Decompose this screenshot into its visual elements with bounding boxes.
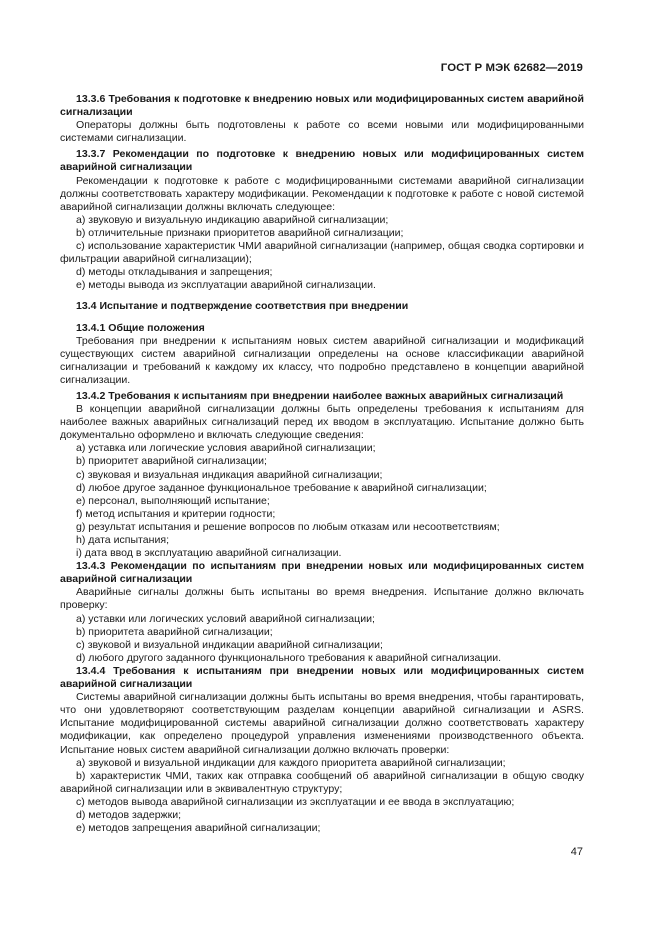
page-number: 47 — [570, 846, 583, 858]
list-item: c) использование характеристик ЧМИ аварийной сигнализации (например, общая сводка сортировки и фильтрации аварийной сигнализации); — [60, 240, 584, 266]
list-item: c) звуковой и визуальной индикации аварийной сигнализации; — [76, 638, 383, 651]
list-item: b) отличительные признаки приоритетов аварийной сигнализации; — [76, 226, 404, 239]
paragraph: Системы аварийной сигнализации должны быть испытаны во время внедрения, чтобы гарантировать, что они удовлетворяют соответствующим разделам концепции аварийной сигнализации и ASRS. Испытание модифицированной системы аварийной сигнализации должно соответствовать характеру модификации, как определено процедурой управления изменениями производственного объекта. Испытание новых систем аварийной сигнализации должно включать проверки: — [60, 691, 584, 756]
paragraph: Требования при внедрении к испытаниям новых систем аварийной сигнализации и модификаций существующих систем аварийной сигнализации определены на основе классификации аварийной сигнализации и требований к каждому их классу, что подробно представлено в концепции аварийной сигнализации. — [60, 334, 584, 386]
paragraph: Рекомендации к подготовке к работе с модифицированными системами аварийной сигнализации должны соответствовать характеру модификации. Рекомендации к подготовке к работе с новой системой аварийной сигнализации должны включать следующее: — [60, 174, 584, 213]
section-heading-13-4-4: 13.4.4 Требования к испытаниям при внедрении новых или модифицированных систем аварийной сигнализации — [60, 664, 584, 691]
list-item: a) уставка или логические условия аварийной сигнализации; — [76, 442, 376, 455]
list-item: g) результат испытания и решение вопросов по любым отказам или несоответствиям; — [76, 520, 500, 533]
list-item: b) приоритета аварийной сигнализации; — [76, 625, 273, 638]
list-item: a) звуковую и визуальную индикацию аварийной сигнализации; — [76, 213, 389, 226]
list-item: c) звуковая и визуальная индикация аварийной сигнализации; — [76, 468, 383, 481]
list-item: c) методов вывода аварийной сигнализации из эксплуатации и ее ввода в эксплуатацию; — [76, 795, 515, 808]
list-item: e) методов запрещения аварийной сигнализации; — [76, 822, 321, 835]
paragraph: Операторы должны быть подготовлены к работе со всеми новыми или модифицированными системами сигнализации. — [60, 119, 584, 145]
section-heading-13-3-6: 13.3.6 Требования к подготовке к внедрению новых или модифицированных систем аварийной сигнализации — [60, 93, 584, 119]
paragraph: Аварийные сигналы должны быть испытаны во время внедрения. Испытание должно включать проверку: — [60, 586, 584, 612]
list-item: h) дата испытания; — [76, 534, 169, 546]
section-heading-13-4: 13.4 Испытание и подтверждение соответствия при внедрении — [76, 300, 409, 313]
list-item: a) уставки или логических условий аварийной сигнализации; — [76, 612, 375, 625]
list-item: b) приоритет аварийной сигнализации; — [76, 455, 267, 468]
list-item: d) любое другое заданное функциональное требование к аварийной сигнализации; — [76, 481, 487, 494]
list-item: a) звуковой и визуальной индикации для каждого приоритета аварийной сигнализации; — [76, 756, 506, 769]
list-item: e) персонал, выполняющий испытание; — [76, 494, 270, 507]
list-item: d) методов задержки; — [76, 808, 182, 821]
list-item: f) метод испытания и критерии годности; — [76, 507, 276, 520]
section-heading-13-4-2: 13.4.2 Требования к испытаниям при внедрении наиболее важных аварийных сигнализаций — [76, 389, 564, 402]
section-heading-13-4-1: 13.4.1 Общие положения — [76, 321, 205, 334]
list-item: i) дата ввод в эксплуатацию аварийной сигнализации. — [76, 547, 342, 560]
list-item: e) методы вывода из эксплуатации аварийной сигнализации. — [76, 279, 376, 292]
list-item: d) методы откладывания и запрещения; — [76, 266, 273, 279]
list-item: b) характеристик ЧМИ, таких как отправка сообщений об аварийной сигнализации в общую сводку аварийной сигнализации или в эквивалентную структуру; — [60, 769, 584, 795]
document-body — [60, 93, 584, 835]
section-heading-13-3-7: 13.3.7 Рекомендации по подготовке к внедрению новых или модифицированных систем аварийной сигнализации — [60, 148, 584, 174]
list-item: d) любого другого заданного функционального требования к аварийной сигнализации. — [76, 651, 502, 664]
paragraph: В концепции аварийной сигнализации должны быть определены требования к испытаниям для наиболее важных аварийных сигнализаций перед их вводом в эксплуатацию. Испытание должно быть документально оформлено и включать следующие сведения: — [60, 403, 584, 442]
document-standard-id: ГОСТ Р МЭК 62682—2019 — [440, 62, 583, 74]
section-heading-13-4-3: 13.4.3 Рекомендации по испытаниям при внедрении новых или модифицированных систем аварийной сигнализации — [60, 560, 584, 586]
